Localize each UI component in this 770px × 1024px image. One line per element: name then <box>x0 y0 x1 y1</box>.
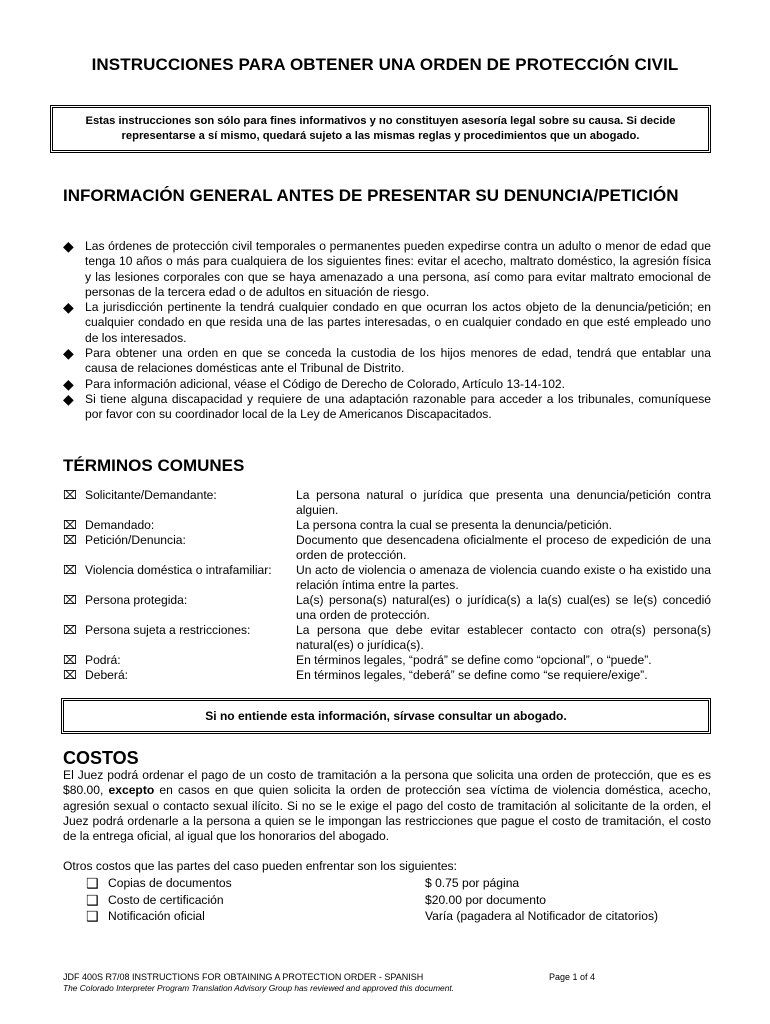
cost-item-price: $20.00 por documento <box>425 892 547 907</box>
page-title: INSTRUCCIONES PARA OBTENER UNA ORDEN DE PROTECCIÓN CIVIL <box>91 55 679 74</box>
checked-box-icon: ⌧ <box>63 518 77 532</box>
term-definition: Documento que desencadena oficialmente el proceso de expedición de una orden de protección. <box>296 533 711 562</box>
costs-text-part1: El Juez podrá ordenar el pago de un costo de tramitación a la persona que solicita una orden de protección, que es es $80.00, <box>63 768 711 798</box>
checked-box-icon: ⌧ <box>63 563 77 577</box>
term-definition: En términos legales, “podrá” se define como “opcional”, o “puede”. <box>296 653 652 667</box>
page-number: Page 1 of 4 <box>549 972 596 982</box>
term-name: Solicitante/Demandante: <box>85 488 217 502</box>
diamond-bullet-icon: ◆ <box>63 345 74 362</box>
term-row <box>63 563 711 593</box>
term-name: Persona sujeta a restricciones: <box>85 623 251 637</box>
disclaimer-text: Estas instrucciones son sólo para fines informativos y no constituyen asesoría legal sobre su causa. Si decide representarse a sí mismo, quedará sujeto a las mismas reglas y procedimientos que un abogado. <box>85 115 676 142</box>
list-item <box>63 346 711 377</box>
term-name: Demandado: <box>85 518 155 532</box>
list-item <box>63 392 711 423</box>
list-item <box>86 875 706 892</box>
term-definition: La persona contra la cual se presenta la denuncia/petición. <box>296 518 612 532</box>
term-name: Deberá: <box>85 668 129 682</box>
cost-item-price: $ 0.75 por página <box>425 876 520 890</box>
term-row <box>63 668 711 683</box>
checked-box-icon: ⌧ <box>63 623 77 637</box>
term-definition: En términos legales, “deberá” se define como “se requiere/exige”. <box>296 668 648 682</box>
checked-box-icon: ⌧ <box>63 488 77 502</box>
diamond-bullet-icon: ◆ <box>63 375 74 392</box>
cost-item-name: Notificación oficial <box>108 909 205 923</box>
list-item <box>86 892 706 909</box>
term-definition: Un acto de violencia o amenaza de violencia cuando existe o ha existido una relación íntima entre la partes. <box>296 563 711 592</box>
page-footer <box>63 972 711 993</box>
checked-box-icon: ⌧ <box>63 533 77 547</box>
consult-lawyer-box <box>61 698 711 734</box>
checked-box-icon: ⌧ <box>63 668 77 682</box>
term-name: Petición/Denuncia: <box>85 533 186 547</box>
other-costs-list <box>86 875 706 925</box>
checkbox-icon: ❑ <box>86 908 99 924</box>
term-name: Persona protegida: <box>85 593 188 607</box>
term-row <box>63 653 711 668</box>
term-definition: La persona natural o jurídica que presenta una denuncia/petición contra alguien. <box>296 488 711 517</box>
general-info-list <box>63 239 711 423</box>
list-item <box>63 239 711 300</box>
approval-note: The Colorado Interpreter Program Translation Advisory Group has reviewed and approved this document. <box>63 983 455 993</box>
list-item <box>86 908 706 925</box>
bullet-text: Para información adicional, véase el Código de Derecho de Colorado, Artículo 13-14-102. <box>85 376 566 391</box>
bullet-text: La jurisdicción pertinente la tendrá cualquier condado en que ocurran los actos objeto de la denuncia/petición; en cualquier condado en que resida una de las partes interesadas, o en cualquier condado en que esté empleado uno de los interesados. <box>85 300 711 345</box>
terms-heading: TÉRMINOS COMUNES <box>63 456 245 475</box>
footer-line <box>63 972 711 982</box>
cost-item-name: Costo de certificación <box>108 892 224 907</box>
term-row <box>63 623 711 653</box>
cost-item-name: Copias de documentos <box>108 876 232 890</box>
cost-item-price: Varía (pagadera al Notificador de citatorios) <box>425 909 659 923</box>
diamond-bullet-icon: ◆ <box>63 238 74 254</box>
general-info-heading: INFORMACIÓN GENERAL ANTES DE PRESENTAR SU DENUNCIA/PETICIÓN <box>63 186 679 205</box>
checkbox-icon: ❑ <box>86 891 99 908</box>
term-definition: La persona que debe evitar establecer contacto con otra(s) persona(s) natural(es) o jurídica(s). <box>296 623 711 652</box>
list-item <box>63 300 711 346</box>
costs-text-part2: en casos en que quien solicita la orden de protección sea víctima de violencia doméstica, acecho, agresión sexual o contacto sexual ilícito. Si no se le exige el pago del costo de tramitación al solicitante de la orden, el Juez podrá ordenarle a la persona a quien se le impongan las restricciones que pague el costo de tramitación, el costo de la entrega oficial, al igual que los honorarios del abogado. <box>63 783 711 844</box>
bullet-text: Las órdenes de protección civil temporales o permanentes pueden expedirse contra un adulto o menor de edad que tenga 10 años o más para cualquiera de los siguientes fines: evitar el acecho, maltrato doméstico, la agresión física y las lesiones corporales con que se haya amenazado a una persona, así como para evitar maltrato emocional de personas de la tercera edad o de adultos en situación de riesgo. <box>85 239 711 299</box>
term-name: Violencia doméstica o intrafamiliar: <box>85 563 272 577</box>
checkbox-icon: ❑ <box>86 875 99 891</box>
term-row <box>63 593 711 623</box>
bullet-text: Para obtener una orden en que se conceda la custodia de los hijos menores de edad, tendrá que entablar una causa de relaciones domésticas ante el Tribunal de Distrito. <box>85 346 711 376</box>
costs-heading: COSTOS <box>63 748 139 768</box>
disclaimer-box <box>50 105 711 153</box>
terms-list <box>63 488 711 683</box>
term-name: Podrá: <box>85 653 121 667</box>
term-row <box>63 518 711 533</box>
checked-box-icon: ⌧ <box>63 653 77 667</box>
other-costs-intro: Otros costos que las partes del caso pueden enfrentar son los siguientes: <box>63 859 457 873</box>
term-row <box>63 533 711 563</box>
consult-lawyer-text: Si no entiende esta información, sírvase consultar un abogado. <box>205 709 567 723</box>
form-identifier: JDF 400S R7/08 INSTRUCTIONS FOR OBTAINING A PROTECTION ORDER - SPANISH <box>63 972 424 982</box>
diamond-bullet-icon: ◆ <box>63 390 74 407</box>
term-row <box>63 488 711 518</box>
checked-box-icon: ⌧ <box>63 593 77 607</box>
list-item <box>63 377 711 392</box>
costs-paragraph <box>63 768 711 844</box>
costs-text-emphasis: excepto <box>108 783 155 798</box>
bullet-text: Si tiene alguna discapacidad y requiere de una adaptación razonable para acceder a los tribunales, comuníquese por favor con su coordinador local de la Ley de Americanos Discapacitados. <box>85 391 711 422</box>
term-definition: La(s) persona(s) natural(es) o jurídica(s) a la(s) cual(es) se le(s) concedió una orden de protección. <box>296 593 711 622</box>
diamond-bullet-icon: ◆ <box>63 299 74 316</box>
